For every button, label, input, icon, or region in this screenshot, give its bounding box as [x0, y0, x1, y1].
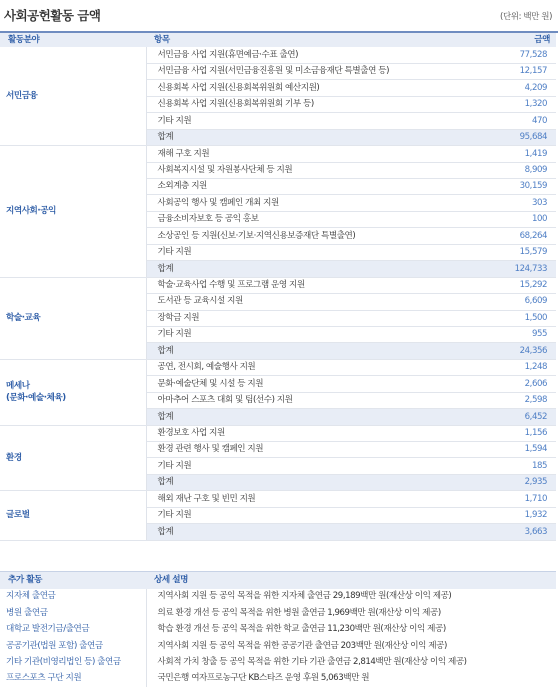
extra-table-body [0, 589, 556, 687]
table-row [0, 277, 556, 293]
item-cell: 기타 지원 [146, 326, 453, 342]
category-sublabel: (문화·예술·체육) [6, 392, 66, 403]
total-label: 합계 [146, 343, 453, 359]
item-cell: 신용회복 사업 지원(신용회복위원회 예산지원) [146, 80, 453, 96]
extra-header-row [0, 572, 556, 589]
amount-cell: 955 [453, 326, 556, 342]
table-row [0, 425, 556, 441]
column-header-amount: 금액 [453, 33, 556, 47]
activity-detail: 지역사회 지원 등 공익 목적을 위한 공공기관 출연금 203백만 원(재산상 이익 제공) [157, 640, 447, 651]
activity-name: 병원 출연금 [0, 605, 146, 621]
item-cell: 해외 재난 구호 및 빈민 지원 [146, 491, 453, 507]
amount-cell: 1,932 [453, 507, 556, 523]
item-cell: 기타 지원 [146, 113, 453, 129]
amount-cell: 6,609 [453, 294, 556, 310]
unit-label: (단위: 백만 원) [500, 12, 552, 22]
activity-name: 대학교 발전기금/출연금 [0, 621, 146, 637]
amount-cell: 303 [453, 195, 556, 211]
amount-cell: 1,500 [453, 310, 556, 326]
item-cell: 기타 지원 [146, 244, 453, 260]
table-row [0, 47, 556, 63]
total-label: 합계 [146, 129, 453, 145]
column-header-detail: 상세 설명 [146, 572, 556, 589]
amount-cell: 4,209 [453, 80, 556, 96]
amount-cell: 8,909 [453, 162, 556, 178]
item-cell: 사회복지시설 및 자원봉사단체 등 지원 [146, 162, 453, 178]
total-amount: 95,684 [453, 129, 556, 145]
item-cell: 서민금융 사업 지원(휴면예금·수표 출연) [146, 47, 453, 63]
total-amount: 124,733 [453, 261, 556, 277]
category-label: 지역사회·공익 [6, 206, 56, 217]
table-header-row [0, 33, 556, 47]
amount-cell: 185 [453, 458, 556, 474]
total-label: 합계 [146, 409, 453, 425]
item-cell: 사회공익 행사 및 캠페인 개최 지원 [146, 195, 453, 211]
activity-detail: 의료 환경 개선 등 공익 목적을 위한 병원 출연금 1,969백만 원(재산상 이익 제공) [157, 607, 441, 618]
activity-name: 지자체 출연금 [0, 589, 146, 605]
amount-cell: 68,264 [453, 228, 556, 244]
donation-amount-table [0, 33, 556, 541]
total-label: 합계 [146, 524, 453, 540]
category-label: 메세나 [6, 381, 30, 392]
table-row [0, 491, 556, 507]
amount-cell: 1,594 [453, 442, 556, 458]
page-title: 사회공헌활동 금액 [4, 8, 101, 23]
extra-row [0, 654, 556, 670]
amount-cell: 1,320 [453, 96, 556, 112]
amount-cell: 1,248 [453, 359, 556, 375]
item-cell: 공연, 전시회, 예술행사 지원 [146, 359, 453, 375]
activity-name: 프로스포츠 구단 지원 [0, 670, 146, 686]
amount-cell: 1,710 [453, 491, 556, 507]
total-label: 합계 [146, 474, 453, 490]
total-amount: 3,663 [453, 524, 556, 540]
amount-cell: 1,419 [453, 146, 556, 162]
amount-cell: 15,579 [453, 244, 556, 260]
amount-cell: 100 [453, 211, 556, 227]
item-cell: 학술·교육사업 수행 및 프로그램 운영 지원 [146, 277, 453, 293]
table-row [0, 359, 556, 375]
category-cell [0, 47, 146, 146]
total-amount: 6,452 [453, 409, 556, 425]
category-label: 환경 [6, 452, 22, 463]
amount-cell: 12,157 [453, 63, 556, 79]
table-body [0, 47, 556, 540]
item-cell: 환경 관련 행사 및 캠페인 지원 [146, 442, 453, 458]
item-cell: 금융소비자보호 등 공익 홍보 [146, 211, 453, 227]
extra-row [0, 638, 556, 654]
total-amount: 24,356 [453, 343, 556, 359]
column-header-item: 항목 [146, 33, 453, 47]
item-cell: 재해 구호 지원 [146, 146, 453, 162]
column-header-activity: 추가 활동 [0, 572, 146, 589]
amount-cell: 2,606 [453, 376, 556, 392]
item-cell: 아마추어 스포츠 대회 및 팀(선수) 지원 [146, 392, 453, 408]
category-cell [0, 425, 146, 491]
amount-cell: 15,292 [453, 277, 556, 293]
category-cell [0, 277, 146, 359]
total-label: 합계 [146, 261, 453, 277]
category-label: 학술·교육 [6, 312, 41, 323]
extra-row [0, 670, 556, 686]
total-amount: 2,935 [453, 474, 556, 490]
amount-cell: 2,598 [453, 392, 556, 408]
extra-row [0, 621, 556, 637]
item-cell: 소외계층 지원 [146, 179, 453, 195]
item-cell: 도서관 등 교육시설 지원 [146, 294, 453, 310]
activity-detail: 국민은행 여자프로농구단 KB스타즈 운영 후원 5,063백만 원 [157, 673, 370, 684]
column-header-category: 활동분야 [0, 33, 146, 47]
item-cell: 환경보호 사업 지원 [146, 425, 453, 441]
activity-detail: 사회적 가치 창출 등 공익 목적을 위한 기타 기관 출연금 2,814백만 원(재산상 이익 제공) [157, 656, 467, 667]
amount-cell: 30,159 [453, 179, 556, 195]
category-label: 서민금융 [6, 90, 38, 101]
item-cell: 기타 지원 [146, 458, 453, 474]
activity-name: 기타 기관(비영리법인 등) 출연금 [0, 654, 146, 670]
amount-cell: 1,156 [453, 425, 556, 441]
table-row [0, 146, 556, 162]
category-cell [0, 146, 146, 278]
category-cell [0, 491, 146, 540]
amount-cell: 470 [453, 113, 556, 129]
category-cell [0, 359, 146, 425]
additional-activities-table [0, 571, 556, 687]
item-cell: 장학금 지원 [146, 310, 453, 326]
category-label: 글로벌 [6, 510, 30, 521]
item-cell: 서민금융 사업 지원(서민금융진흥원 및 미소금융재단 특별출연 등) [146, 63, 453, 79]
item-cell: 신용회복 사업 지원(신용회복위원회 기부 등) [146, 96, 453, 112]
activity-detail: 학습 환경 개선 등 공익 목적을 위한 학교 출연금 11,230백만 원(재산상 이익 제공) [157, 624, 446, 635]
activity-detail: 지역사회 지원 등 공익 목적을 위한 지자체 출연금 29,189백만 원(재산상 이익 제공) [157, 591, 452, 602]
item-cell: 기타 지원 [146, 507, 453, 523]
extra-row [0, 589, 556, 605]
amount-cell: 77,528 [453, 47, 556, 63]
activity-name: 공공기관(법원 포함) 출연금 [0, 638, 146, 654]
item-cell: 소상공인 등 지원(신보·기보·지역신용보증재단 특별출연) [146, 228, 453, 244]
item-cell: 문화·예술단체 및 시설 등 지원 [146, 376, 453, 392]
extra-row [0, 605, 556, 621]
